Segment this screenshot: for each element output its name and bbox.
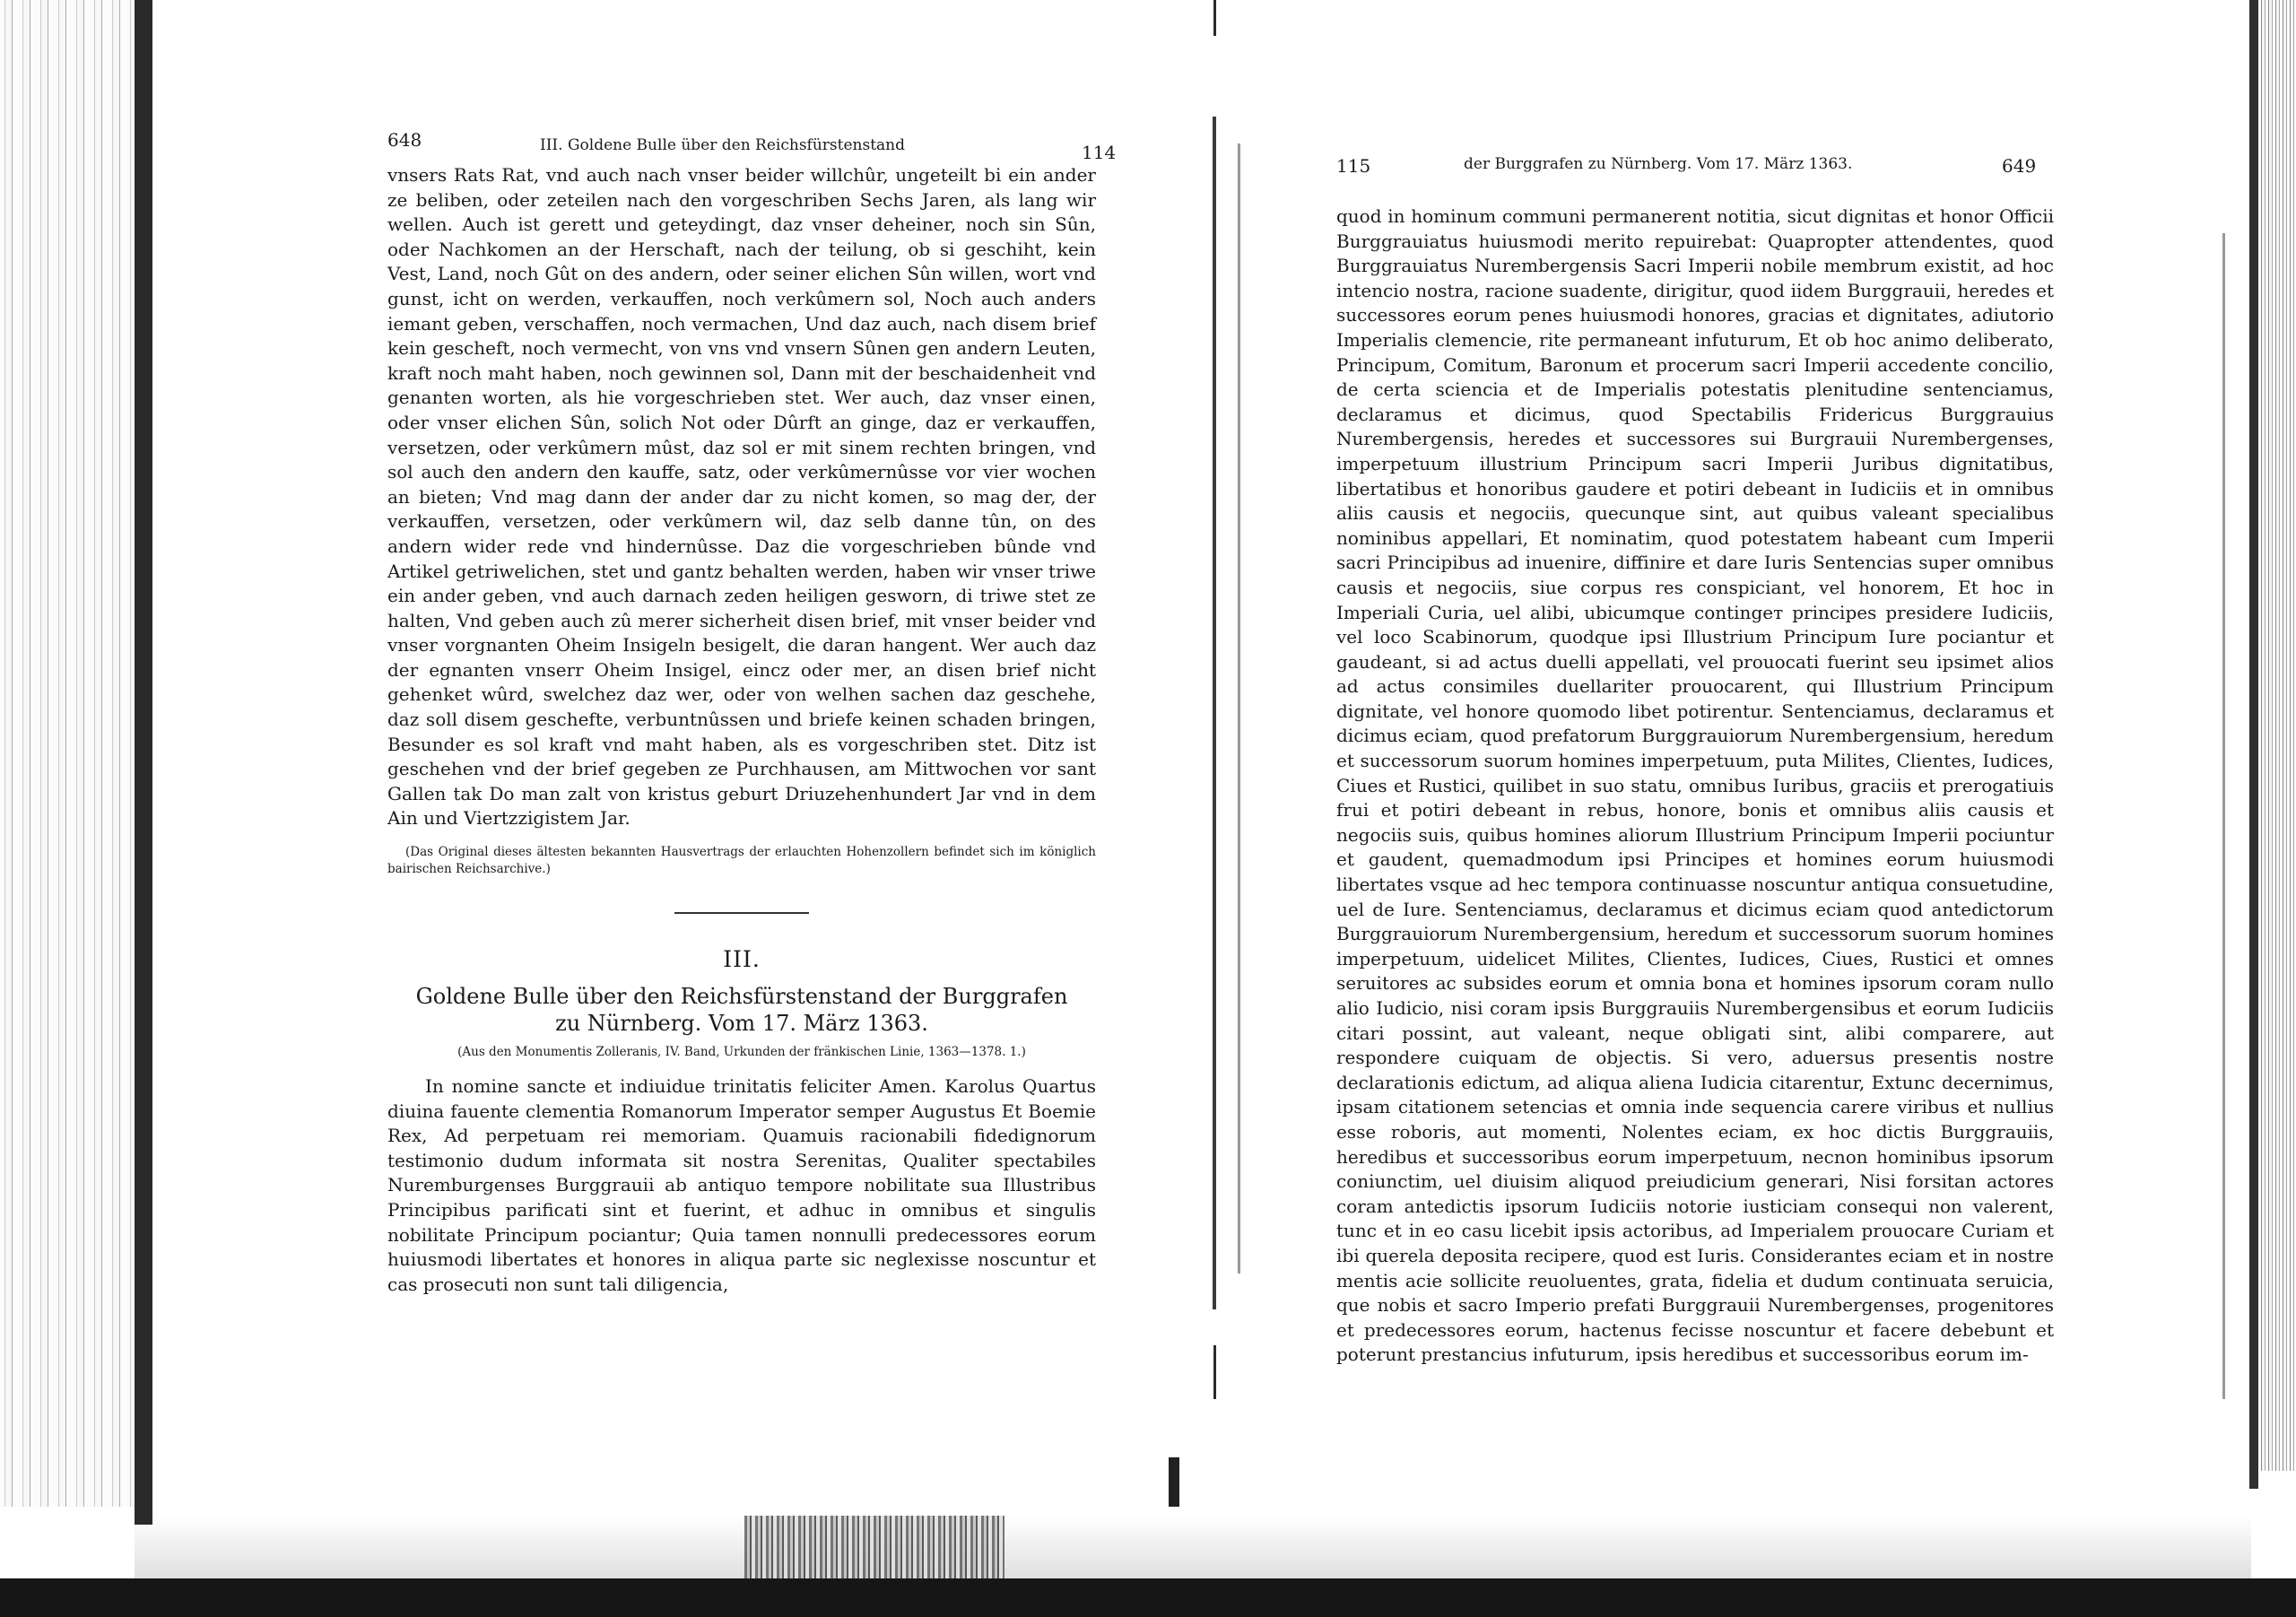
gutter-mark xyxy=(1213,1345,1216,1399)
left-scanner-edge xyxy=(0,0,135,1507)
section-divider xyxy=(674,912,809,914)
section-number: 114 xyxy=(1082,142,1117,163)
document-number: III. xyxy=(723,946,761,973)
section-number: 115 xyxy=(1336,155,1371,177)
gutter-mark xyxy=(1213,0,1216,36)
page-number: 648 xyxy=(387,129,422,151)
right-page xyxy=(1336,117,2054,1368)
right-page-edge xyxy=(2249,0,2258,1489)
page-crease xyxy=(1238,143,1240,1274)
body-text: quod in hominum communi permanerent notitia, sicut dignitas et honor Officii Burggrauiatus huiusmodi merito repuirebat: Quapropter attendentes, quod Burggrauiatus Nurembergensis Sacri Imperii nobile membrum existit, ad hoc intencio nostra, racione suadente, dirigitur, quod iidem Burggrauii, heredes et successores eorum penes huiusmodi honores, gracias et dignitates, adiutorio Imperialis clemencie, rite permaneant infuturum, Et ob hoc animo deliberato, Principum, Comitum, Baronum et procerum sacri Imperii accedente concilio, de certa sciencia et de Imperialis potestatis plenitudine sentenciamus, declaramus et dicimus, quod Spectabilis Fridericus Burggrauius Nurembergensis, heredes et successores sui Burgrauii Nurembergenses, imperpetuum illustrium Principum sacri Imperii Juribus dignitatibus, libertatibus et honoribus gaudere et potiri debeant in Iudiciis et in omnibus aliis causis et negociis, quecunque sint, aut quibus valeant specialibus nominibus appellari, Et nominatim, quod potestatem habeant cum Imperii sacri Principibus ad inuenire, diffinire et dare Iuris Sentencias super omnibus causis et negociis, siue corpus res conspiciant, vel honorem, Et hoc in Imperiali Curia, uel alibi, ubicumque contingeт principes presidere Iudiciis, vel loco Scabinorum, quodque ipsi Illustrium Principum Iure pociantur et gaudeant, si ad actus duelli appellati, vel prouocati fuerint seu ipsimet alios ad actus consimiles duellariter prouocarent, qui Illustrium Principum dignitate, vel honore quomodo libet potirentur. Sentenciamus, declaramus et dicimus eciam, quod prefatorum Burggrauiorum Nurembergensium, heredum et successorum suorum homines imperpetuum, puta Milites, Clientes, Iudices, Ciues et Rustici, quilibet in suo statu, omnibus Iuribus, graciis et prerogatiuis frui et potiri debeant in rebus, honore, bonis et omnibus aliis causis et negociis suis, quibus homines aliorum Illustrium Principum Imperii pociuntur et gaudent, quemadmodum ipsi Principes et homines eorum huiusmodi libertates vsque ad hec tempora continuasse noscuntur antiqua consuetudine, uel de Iure. Sentenciamus, declaramus et dicimus eciam quod antedictorum Burggrauiorum Nurembergensium, heredum et successorum suorum homines imperpetuum, uidelicet Milites, Clientes, Iudices, Ciues, Rustici et omnes seruitores ac subsides eorum et omnia bona et homines ipsorum coram nullo alio Iudicio, nisi coram ipsis Burggrauiis Nurembergensibus et eorum Iudiciis citari possint, aut valeant, neque obligati sint, alibi comparere, aut respondere cuiquam de objectis. Si vero, aduersus presentis nostre declarationis edictum, ad aliqua aliena Iudicia citarentur, Extunc decernimus, ipsam citationem setencias et omnia inde sequencia carere viribus et nullius esse roboris, aut momenti, Nolentes eciam, ex hoc dictis Burggrauiis, heredibus et successoribus eorum imperpetuum, necnon hominibus ipsorum coniunctim, uel diuisim aliquod preiudicium generari, Nisi forsitan actores coram antedictis ipsorum Iudiciis notorie iusticiam consequi non valerent, tunc et in eo casu licebit ipsis actoribus, ad Imperialem prouocare Curiam et ibi querela deposita recipere, quod est Iuris. Considerantes eciam et in nostre mentis acie sollicite reuoluentes, grata, fidelia et dudum continuata seruicia, que nobis et sacro Imperio prefati Burggrauii Nurembergenses, progenitores et predecessores eorum, hactenus fecisse noscuntur et facere debebunt et poterunt prestancius infuturum, ipsis heredibus et successoribus eorum im- xyxy=(1336,205,2054,1366)
running-title: III. Goldene Bulle über den Reichsfürstenstand xyxy=(540,136,906,154)
scanner-artifact xyxy=(744,1516,1004,1580)
page-crease xyxy=(2222,233,2225,1399)
body-text: vnsers Rats Rat, vnd auch nach vnser beider willchûr, ungeteilt bi ein ander ze beliben, oder zeteilen nach den vorgeschriben Sechs Jaren, als lang wir wellen. Auch ist gerett und geteydingt, daz vnser deheiner, noch sin Sûn, oder Nachkomen an der Herschaft, nach der teilung, ob si geschiht, kein Vest, Land, noch Gût on des andern, oder seiner elichen Sûn willen, wort vnd gunst, icht on werden, verkauffen, noch verkûmern sol, Noch auch anders iemant geben, verschaffen, noch vermachen, Und daz auch, nach disem brief kein gescheft, noch vermecht, von vns vnd vnsern Sûnen gen andern Leuten, kraft noch maht haben, noch gewinnen sol, Dann mit der beschaidenheit vnd genanten worten, als hie vorgeschrieben stet. Wer auch, daz vnser einen, oder vnser elichen Sûn, solich Not oder Dûrft an ginge, daz er verkauffen, versetzen, oder verkûmern mûst, daz sol er mit sinem rechten bringen, vnd sol auch den andern den kauffe, satz, oder verkûmernûsse vor vier wochen an bieten; Vnd mag dann der ander dar zu nicht komen, so mag der, der verkauffen, versetzen, oder verkûmern wil, daz selb danne tûn, on des andern wider rede vnd hindernûsse. Daz die vorgeschrieben bûnde vnd Artikel getriwelichen, stet und gantz behalten werden, haben wir vnser triwe ein ander geben, vnd auch darnach zeden heiligen gesworn, di triwe stet ze halten, Vnd geben auch zû merer sicherheit disen brief, mit vnser beider vnd vnser vorgnanten Oheim Insigeln besigelt, die daran hangent. Wer auch daz der egnanten vnserr Oheim Insigel, eincz oder mer, an disen brief nicht gehenket wûrd, swelchez daz wer, oder von welhen sachen daz geschehe, daz soll disem gescheftе, verbuntnûssen und briefe keinen schaden bringen, Besunder es sol kraft vnd maht haben, als es vorgeschriben stet. Ditz ist geschehen vnd der brief gegeben ze Purchhausen, am Mittwochen vor sant Gallen tak Do man zalt von kristus geburt Driuzehenhundert Jar vnd in dem Ain und Viertzzigistem Jar. xyxy=(387,164,1096,830)
right-scanner-edge xyxy=(2258,0,2296,1471)
running-title: der Burggrafen zu Nürnberg. Vom 17. März 1363. xyxy=(1464,155,1853,173)
page-number: 649 xyxy=(2002,155,2037,177)
footnote: (Das Original dieses ältesten bekannten Hausvertrags der erlauchten Hohenzollern befindet sich im königlich bairischen Reichsarchive.) xyxy=(387,845,1096,877)
left-page-edge xyxy=(135,0,152,1525)
running-head-right xyxy=(1336,117,2054,177)
document-title-line-1: Goldene Bulle über den Reichsfürstenstand der Burggrafen xyxy=(415,984,1068,1010)
bottom-scanner-edge xyxy=(0,1578,2296,1617)
gutter-shadow-mark xyxy=(1169,1457,1179,1507)
bull-text: In nomine sancte et indiuidue trinitatis feliciter Amen. Karolus Quartus diuina fauente clementia Romanorum Imperator semper Augustus Et Boemie Rex, Ad perpetuam rei memoriam. Quamuis racionabili fidedignorum testimonio dudum informata sit nostra Serenitas, Qualiter spectabiles Nuremburgenses Burggrauii ab antiquo tempore nobilitate sua Illustribus Principibus parificati sint et fuerint, et adhuc in omnibus et singulis nobilitate Principum pociantur; Quia tamen nonnulli predecessores eorum huiusmodi libertates et honores in aliqua parte sic neglexisse noscuntur et cas prosecuti non sunt tali diligencia, xyxy=(387,1075,1096,1295)
document-title-line-2: zu Nürnberg. Vom 17. März 1363. xyxy=(555,1011,928,1037)
source-note: (Aus den Monumentis Zolleranis, IV. Band, Urkunden der fränkischen Linie, 1363—1378. 1.) xyxy=(457,1045,1026,1060)
bottom-page-shadow xyxy=(135,1516,2251,1578)
left-page xyxy=(387,117,1117,1297)
running-head-left xyxy=(387,117,1117,163)
book-gutter xyxy=(1213,117,1216,1309)
